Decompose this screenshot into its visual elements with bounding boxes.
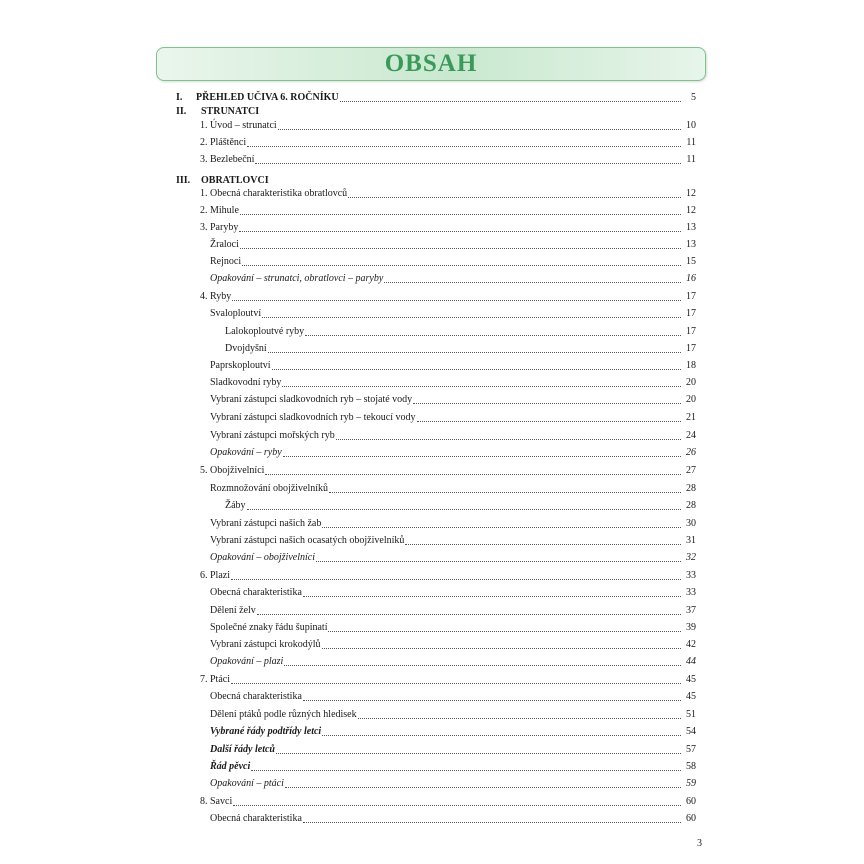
page-ref: 11 — [686, 137, 696, 148]
leader-dots — [283, 456, 681, 457]
toc-entry[interactable] — [210, 757, 696, 773]
toc-entry[interactable] — [200, 133, 696, 149]
entry-label: Vybraní zástupci našich žab — [210, 518, 322, 529]
leader-dots — [233, 805, 681, 806]
toc-entry[interactable] — [210, 722, 696, 738]
page-number: 3 — [697, 838, 702, 849]
section-roman: III. — [176, 175, 191, 186]
toc-entry[interactable] — [200, 150, 696, 166]
entry-label: Žáby — [225, 500, 246, 511]
entry-label: Společné znaky řádu šupinatí — [210, 622, 328, 633]
leader-dots — [272, 369, 681, 370]
leader-dots — [358, 718, 681, 719]
entry-label: Opakování – plazi — [210, 656, 284, 667]
page-ref: 24 — [686, 430, 696, 441]
page-ref: 59 — [686, 778, 696, 789]
page-ref: 15 — [686, 256, 696, 267]
toc-entry[interactable] — [200, 201, 696, 217]
entry-label: 2. Pláštěnci — [200, 137, 247, 148]
entry-label: 1. Úvod – strunatci — [200, 120, 277, 131]
toc-entry[interactable] — [210, 705, 696, 721]
toc-entry[interactable] — [210, 356, 696, 372]
page-ref: 39 — [686, 622, 696, 633]
page-ref: 17 — [686, 291, 696, 302]
leader-dots — [303, 822, 681, 823]
entry-label: Dělení želv — [210, 605, 256, 616]
leader-dots — [240, 214, 681, 215]
page-ref: 27 — [686, 465, 696, 476]
entry-label: Dělení ptáků podle různých hledisek — [210, 709, 357, 720]
page-ref: 57 — [686, 744, 696, 755]
leader-dots — [265, 474, 681, 475]
leader-dots — [348, 197, 681, 198]
toc-section-1[interactable] — [176, 88, 696, 104]
entry-label: Rozmnožování obojživelníků — [210, 483, 329, 494]
section-label: PŘEHLED UČIVA 6. ROČNÍKU — [196, 92, 339, 103]
entry-label: Vybraní zástupci sladkovodních ryb – tekoucí vody — [210, 412, 416, 423]
entry-label: 2. Mihule — [200, 205, 239, 216]
leader-dots — [316, 561, 681, 562]
toc-entry[interactable] — [225, 322, 696, 338]
leader-dots — [340, 101, 681, 102]
toc-entry[interactable] — [200, 218, 696, 234]
page-ref: 42 — [686, 639, 696, 650]
leader-dots — [405, 544, 681, 545]
toc-entry[interactable] — [210, 531, 696, 547]
toc-entry-review[interactable] — [210, 269, 696, 285]
entry-label: Další řády letců — [210, 744, 275, 755]
leader-dots — [328, 631, 681, 632]
page-ref: 11 — [686, 154, 696, 165]
page-ref: 58 — [686, 761, 696, 772]
toc-entry-review[interactable] — [210, 443, 696, 459]
leader-dots — [231, 683, 681, 684]
toc-entry-review[interactable] — [210, 652, 696, 668]
leader-dots — [231, 579, 681, 580]
section-label: OBRATLOVCI — [201, 175, 269, 186]
leader-dots — [284, 665, 681, 666]
leader-dots — [303, 596, 681, 597]
page-ref: 28 — [686, 483, 696, 494]
section-label: STRUNATCI — [201, 106, 260, 117]
page-ref: 20 — [686, 394, 696, 405]
page-ref: 17 — [686, 326, 696, 337]
leader-dots — [255, 163, 681, 164]
leader-dots — [257, 614, 681, 615]
page-ref: 31 — [686, 535, 696, 546]
leader-dots — [322, 735, 681, 736]
toc-entry[interactable] — [200, 566, 696, 582]
toc-entry-review[interactable] — [210, 774, 696, 790]
page-ref: 17 — [686, 308, 696, 319]
leader-dots — [262, 317, 681, 318]
leader-dots — [282, 386, 681, 387]
leader-dots — [251, 770, 681, 771]
title-banner — [156, 47, 706, 81]
toc-entry[interactable] — [200, 792, 696, 808]
leader-dots — [305, 335, 681, 336]
toc-entry[interactable] — [210, 235, 696, 251]
toc-entry[interactable] — [210, 252, 696, 268]
leader-dots — [336, 439, 681, 440]
toc-entry[interactable] — [210, 514, 696, 530]
leader-dots — [278, 129, 681, 130]
toc-entry[interactable] — [210, 740, 696, 756]
page-ref: 13 — [686, 239, 696, 250]
toc-entry[interactable] — [210, 635, 696, 651]
toc-section-2[interactable] — [176, 103, 259, 117]
toc-entry[interactable] — [200, 116, 696, 132]
page-ref: 16 — [686, 273, 696, 284]
entry-label: Paprskoploutví — [210, 360, 271, 371]
leader-dots — [240, 248, 681, 249]
page-ref: 45 — [686, 691, 696, 702]
page-ref: 5 — [691, 92, 696, 103]
page-ref: 45 — [686, 674, 696, 685]
toc-entry[interactable] — [200, 184, 696, 200]
page-ref: 28 — [686, 500, 696, 511]
entry-label: 7. Ptáci — [200, 674, 230, 685]
entry-label: Žraloci — [210, 239, 239, 250]
page-ref: 37 — [686, 605, 696, 616]
entry-label: 6. Plazi — [200, 570, 230, 581]
page-ref: 54 — [686, 726, 696, 737]
entry-label: Řád pěvci — [210, 761, 251, 772]
leader-dots — [417, 421, 681, 422]
leader-dots — [247, 509, 681, 510]
toc-entry[interactable] — [210, 479, 696, 495]
entry-label: Opakování – obojživelníci — [210, 552, 315, 563]
leader-dots — [232, 300, 681, 301]
toc-entry[interactable] — [225, 496, 696, 512]
page-ref: 33 — [686, 587, 696, 598]
page-ref: 60 — [686, 796, 696, 807]
entry-label: 3. Paryby — [200, 222, 239, 233]
leader-dots — [322, 648, 681, 649]
entry-label: Obecná charakteristika — [210, 691, 302, 702]
leader-dots — [413, 403, 681, 404]
toc-entry[interactable] — [210, 583, 696, 599]
page-ref: 18 — [686, 360, 696, 371]
entry-label: Vybraní zástupci krokodýlů — [210, 639, 321, 650]
entry-label: Obecná charakteristika — [210, 813, 302, 824]
page-ref: 21 — [686, 412, 696, 423]
section-roman: I. — [176, 92, 183, 103]
entry-label: Opakování – strunatci, obratlovci – paryby — [210, 273, 384, 284]
toc-entry[interactable] — [210, 408, 696, 424]
toc-entry[interactable] — [210, 390, 696, 406]
page-ref: 10 — [686, 120, 696, 131]
entry-label: Dvojdyšní — [225, 343, 267, 354]
toc-entry[interactable] — [210, 687, 696, 703]
entry-label: Svaloploutví — [210, 308, 262, 319]
page-ref: 60 — [686, 813, 696, 824]
entry-label: 1. Obecná charakteristika obratlovců — [200, 188, 348, 199]
toc-entry[interactable] — [200, 461, 696, 477]
entry-label: 8. Savci — [200, 796, 233, 807]
page-ref: 26 — [686, 447, 696, 458]
toc-entry-review[interactable] — [210, 548, 696, 564]
toc-entry[interactable] — [200, 287, 696, 303]
entry-label: 3. Bezlebeční — [200, 154, 255, 165]
page-ref: 30 — [686, 518, 696, 529]
entry-label: Obecná charakteristika — [210, 587, 302, 598]
toc-entry[interactable] — [210, 618, 696, 634]
page-ref: 13 — [686, 222, 696, 233]
entry-label: Lalokoploutvé ryby — [225, 326, 305, 337]
page-ref: 12 — [686, 188, 696, 199]
page-ref: 12 — [686, 205, 696, 216]
entry-label: 5. Obojživelníci — [200, 465, 265, 476]
entry-label: 4. Ryby — [200, 291, 232, 302]
entry-label: Opakování – ryby — [210, 447, 282, 458]
page-ref: 51 — [686, 709, 696, 720]
leader-dots — [285, 787, 681, 788]
page-ref: 33 — [686, 570, 696, 581]
entry-label: Sladkovodní ryby — [210, 377, 282, 388]
leader-dots — [322, 527, 681, 528]
toc-entry[interactable] — [210, 809, 696, 825]
leader-dots — [242, 265, 681, 266]
entry-label: Vybraní zástupci sladkovodních ryb – stojaté vody — [210, 394, 413, 405]
leader-dots — [239, 231, 681, 232]
section-roman: II. — [176, 106, 187, 117]
leader-dots — [276, 753, 681, 754]
toc-entry[interactable] — [210, 304, 696, 320]
entry-label: Vybraní zástupci mořských ryb — [210, 430, 335, 441]
page-ref: 20 — [686, 377, 696, 388]
page-ref: 17 — [686, 343, 696, 354]
page-title: OBSAH — [384, 50, 478, 77]
leader-dots — [268, 352, 681, 353]
leader-dots — [247, 146, 681, 147]
entry-label: Vybraní zástupci našich ocasatých obojživelníků — [210, 535, 405, 546]
page-ref: 32 — [686, 552, 696, 563]
leader-dots — [303, 700, 681, 701]
leader-dots — [329, 492, 681, 493]
toc-entry[interactable] — [210, 601, 696, 617]
entry-label: Opakování – ptáci — [210, 778, 284, 789]
toc-entry[interactable] — [210, 426, 696, 442]
leader-dots — [384, 282, 681, 283]
toc-entry[interactable] — [210, 373, 696, 389]
entry-label: Rejnoci — [210, 256, 242, 267]
page-ref: 44 — [686, 656, 696, 667]
entry-label: Vybrané řády podtřídy letci — [210, 726, 322, 737]
toc-entry[interactable] — [200, 670, 696, 686]
toc-entry[interactable] — [225, 339, 696, 355]
